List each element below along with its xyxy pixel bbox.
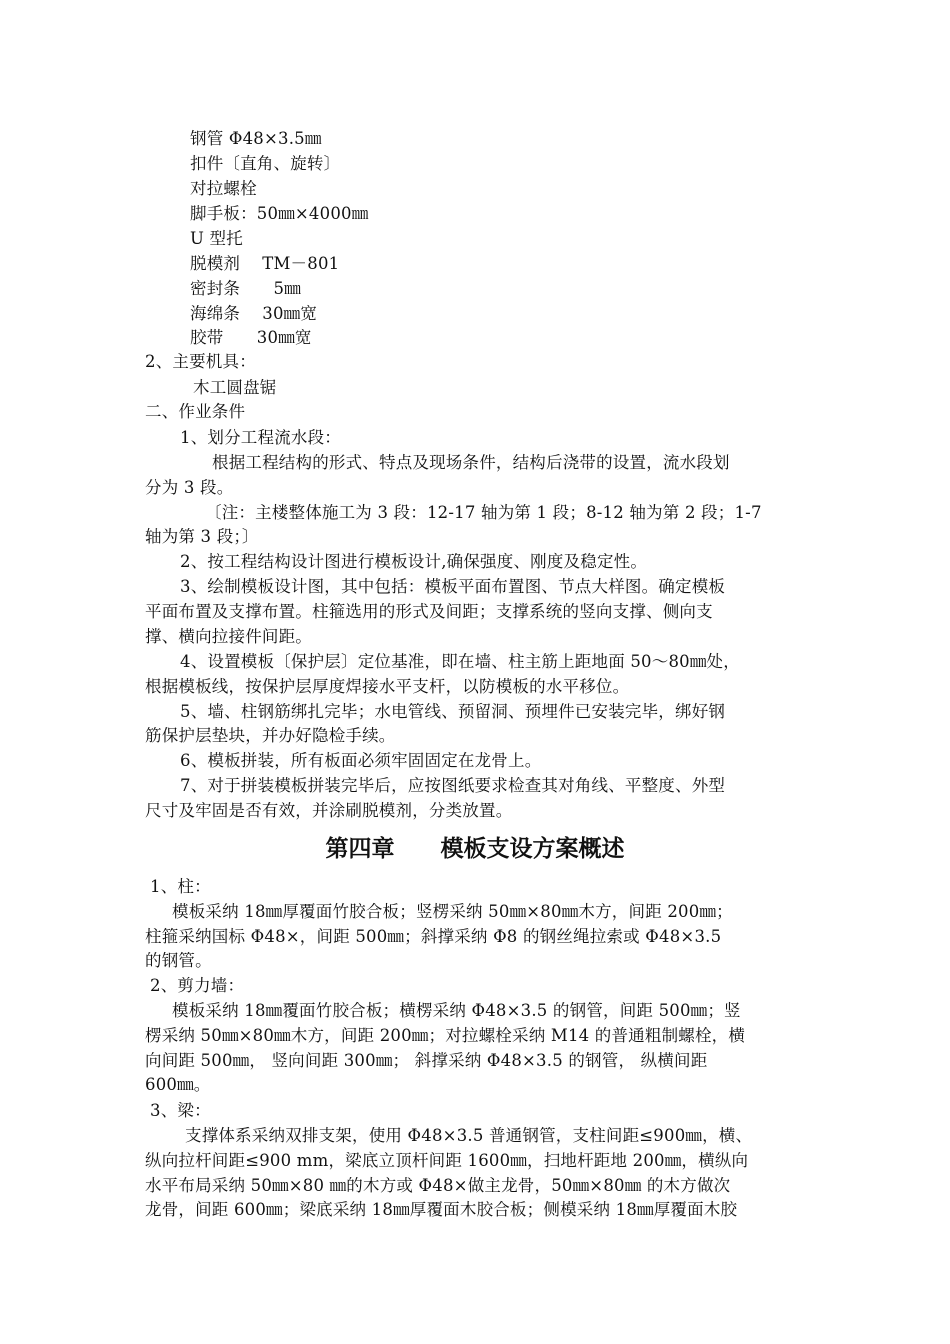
paragraph-line: 的钢管。 bbox=[145, 951, 212, 970]
paragraph-line: 向间距 500㎜， 竖向间距 300㎜； 斜撑采纳 Φ48×3.5 的钢管， 纵横间距 bbox=[145, 1051, 708, 1070]
paragraph-line: 3、绘制模板设计图，其中包括：模板平面布置图、节点大样图。确定模板 bbox=[180, 577, 726, 596]
paragraph-line: 模板采纳 18㎜厚覆面竹胶合板；竖楞采纳 50㎜×80㎜木方，间距 200㎜； bbox=[172, 902, 733, 921]
paragraph-line: 6、模板拼装，所有板面必须牢固固定在龙骨上。 bbox=[180, 751, 542, 770]
section-heading: 二、作业条件 bbox=[145, 402, 246, 421]
paragraph-line: 水平布局采纳 50㎜×80 ㎜的木方或 Φ48×做主龙骨，50㎜×80㎜ 的木方做次 bbox=[145, 1176, 731, 1195]
material-item: 海绵条 30㎜宽 bbox=[190, 304, 318, 323]
paragraph-line: 尺寸及牢固是否有效，并涂刷脱模剂，分类放置。 bbox=[145, 801, 513, 820]
paragraph-line: 支撑体系采纳双排支架，使用 Φ48×3.5 普通钢管，支柱间距≤900㎜，横、 bbox=[185, 1126, 753, 1145]
paragraph-line: 根据模板线，按保护层厚度焊接水平支杆，以防模板的水平移位。 bbox=[145, 677, 630, 696]
paragraph-line: 根据工程结构的形式、特点及现场条件，结构后浇带的设置，流水段划 bbox=[212, 453, 730, 472]
paragraph-line: 撑、横向拉接件间距。 bbox=[145, 627, 312, 646]
paragraph-line: 楞采纳 50㎜×80㎜木方，间距 200㎜；对拉螺栓采纳 M14 的普通粗制螺栓，横 bbox=[145, 1026, 746, 1045]
paragraph-line: 分为 3 段。 bbox=[145, 478, 234, 497]
paragraph-line: 模板采纳 18㎜覆面竹胶合板；横楞采纳 Φ48×3.5 的钢管，间距 500㎜；竖 bbox=[172, 1001, 741, 1020]
paragraph-line: 1、划分工程流水段： bbox=[180, 428, 341, 447]
section-heading: 3、梁： bbox=[150, 1101, 211, 1120]
material-item: 钢管 Φ48×3.5㎜ bbox=[190, 129, 322, 148]
chapter-title: 第四章 模板支设方案概述 bbox=[325, 836, 625, 862]
note-line: 〔注：主楼整体施工为 3 段：12-17 轴为第 1 段；8-12 轴为第 2 段；1-7 bbox=[205, 503, 762, 522]
material-item: 脱模剂 TM－801 bbox=[190, 254, 340, 273]
material-item: 密封条 5㎜ bbox=[190, 279, 301, 298]
material-item: U 型托 bbox=[190, 229, 243, 248]
paragraph-line: 筋保护层垫块，并办好隐检手续。 bbox=[145, 726, 396, 745]
paragraph-line: 5、墙、柱钢筋绑扎完毕；水电管线、预留洞、预埋件已安装完毕，绑好钢 bbox=[180, 702, 726, 721]
section-heading: 2、剪力墙： bbox=[150, 976, 245, 995]
note-line: 轴为第 3 段；〕 bbox=[145, 527, 259, 546]
paragraph-line: 2、按工程结构设计图进行模板设计,确保强度、刚度及稳定性。 bbox=[180, 552, 648, 571]
paragraph-line: 平面布置及支撑布置。柱箍选用的形式及间距；支撑系统的竖向支撑、侧向支 bbox=[145, 602, 713, 621]
section-heading: 1、柱： bbox=[150, 877, 211, 896]
paragraph-line: 纵向拉杆间距≤900 mm，梁底立顶杆间距 1600㎜，扫地杆距地 200㎜，横纵向 bbox=[145, 1151, 749, 1170]
paragraph-line: 600㎜。 bbox=[145, 1075, 211, 1094]
paragraph-line: 7、对于拼装模板拼装完毕后，应按图纸要求检查其对角线、平整度、外型 bbox=[180, 776, 726, 795]
paragraph-line: 柱箍采纳国标 Φ48×，间距 500㎜；斜撑采纳 Φ8 的钢丝绳拉索或 Φ48×3.5 bbox=[145, 927, 722, 946]
material-item: 胶带 30㎜宽 bbox=[190, 328, 312, 347]
machine-item: 木工圆盘锯 bbox=[193, 378, 277, 397]
section-heading: 2、主要机具： bbox=[145, 352, 256, 371]
paragraph-line: 龙骨，间距 600㎜；梁底采纳 18㎜厚覆面木胶合板；侧模采纳 18㎜厚覆面木胶 bbox=[145, 1200, 738, 1219]
material-item: 脚手板：50㎜×4000㎜ bbox=[190, 204, 369, 223]
paragraph-line: 4、设置模板〔保护层〕定位基准，即在墙、柱主筋上距地面 50～80㎜处， bbox=[180, 652, 740, 671]
material-item: 对拉螺栓 bbox=[190, 179, 257, 198]
material-item: 扣件〔直角、旋转〕 bbox=[190, 154, 341, 173]
